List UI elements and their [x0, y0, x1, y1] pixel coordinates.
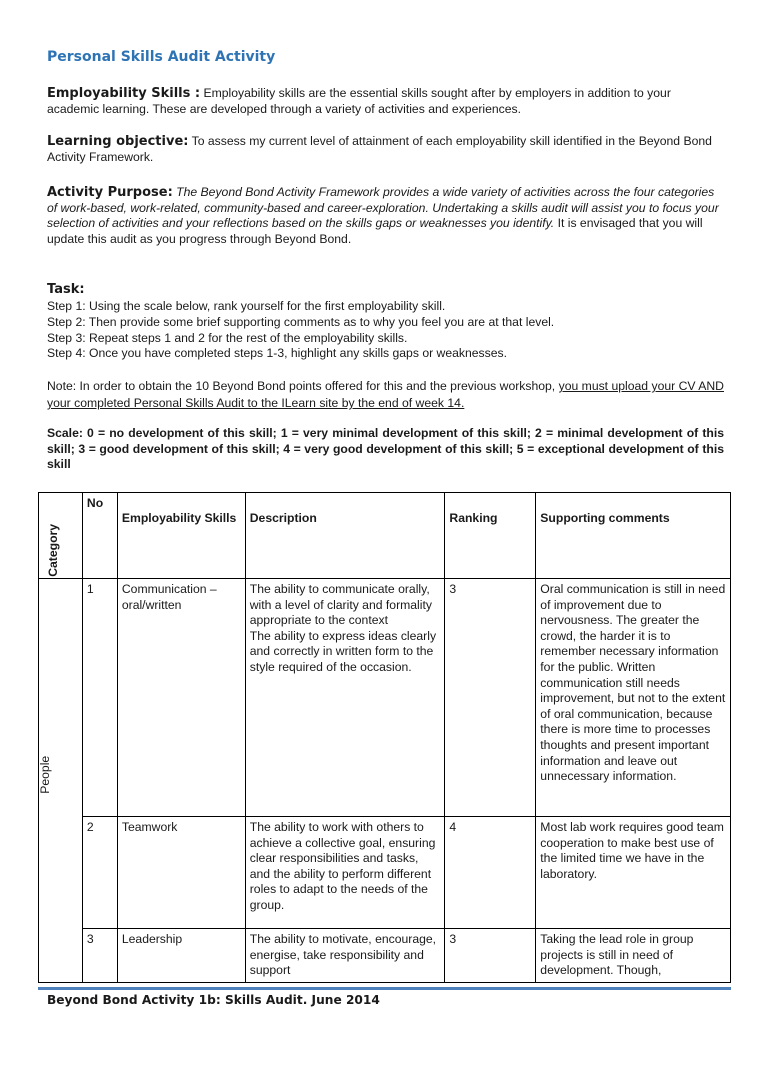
task-step: Step 1: Using the scale below, rank yourself for the first employability skill. — [47, 299, 446, 313]
row-comments: Most lab work requires good team cooperation to make best use of the limited time we have in the laboratory. — [536, 817, 731, 929]
header-skill: Employability Skills — [117, 493, 245, 579]
task-heading: Task: — [47, 282, 85, 297]
page-title: Personal Skills Audit Activity — [47, 49, 276, 65]
header-no: No — [82, 493, 117, 579]
task-step: Step 2: Then provide some brief supporting comments as to why you feel you are at that level. — [47, 314, 555, 329]
table-row — [39, 579, 731, 817]
row-skill: Leadership — [117, 929, 245, 983]
learning-objective-lead: Learning objective: — [47, 134, 189, 149]
row-comments: Taking the lead role in group projects is still in need of development. Though, — [536, 929, 731, 983]
category-cell — [39, 579, 83, 983]
employability-skills-lead: Employability Skills : — [47, 86, 201, 101]
skills-audit-table — [38, 492, 731, 983]
row-description: The ability to work with others to achieve a collective goal, ensuring clear responsibilities and tasks, and the ability to perform different roles to adapt to the needs of the group. — [245, 817, 445, 929]
row-description: The ability to motivate, encourage, energise, take responsibility and support — [245, 929, 445, 983]
scale-legend: Scale: 0 = no development of this skill; 1 = very minimal development of this skill; 2 = minimal development of this skill; 3 = good development of this skill; 4 = very good development of this skill; 5 = exceptional development of this skill — [47, 426, 724, 471]
row-skill: Teamwork — [117, 817, 245, 929]
task-step: Step 3: Repeat steps 1 and 2 for the rest of the employability skills. — [47, 330, 408, 345]
learning-objective-paragraph — [47, 134, 725, 165]
employability-skills-paragraph — [47, 86, 725, 117]
row-skill: Communication – oral/written — [117, 579, 245, 817]
note-underlined-text: you must upload your CV AND your completed Personal Skills Audit to the ILearn site by the end of week 14. — [47, 379, 724, 410]
header-category-label: Category — [46, 524, 61, 578]
learning-objective-text: To assess my current level of attainment of each employability skill identified in the Beyond Bond Activity Framework. — [47, 134, 712, 164]
row-no: 3 — [82, 929, 117, 983]
footer-text: Beyond Bond Activity 1b: Skills Audit. June 2014 — [47, 993, 380, 1007]
table-row — [39, 817, 731, 929]
header-comments: Supporting comments — [536, 493, 731, 579]
header-description: Description — [245, 493, 445, 579]
row-no: 1 — [82, 579, 117, 817]
activity-purpose-text: It is envisaged that you will update this audit as you progress through Beyond Bond. — [47, 216, 703, 246]
header-category — [39, 493, 83, 579]
activity-purpose-lead: Activity Purpose: — [47, 185, 173, 200]
task-step: Step 4: Once you have completed steps 1-3, highlight any skills gaps or weaknesses. — [47, 346, 507, 361]
category-label-people: People — [38, 755, 53, 794]
note-paragraph — [47, 378, 724, 412]
footer-rule — [38, 987, 731, 990]
note-text: Note: In order to obtain the 10 Beyond Bond points offered for this and the previous workshop, — [47, 379, 559, 393]
row-ranking: 3 — [445, 929, 536, 983]
row-comments: Oral communication is still in need of improvement due to nervousness. The greater the crowd, the harder it is to remember necessary information for the public. Written communication still needs improvement, but not to the extent of oral communication, because there is more time to processes thoughts and present important information and leave out unnecessary information. — [536, 579, 731, 817]
row-ranking: 3 — [445, 579, 536, 817]
row-ranking: 4 — [445, 817, 536, 929]
activity-purpose-paragraph — [47, 185, 725, 247]
row-no: 2 — [82, 817, 117, 929]
table-row — [39, 929, 731, 983]
table-header-row — [39, 493, 731, 579]
activity-purpose-italic: The Beyond Bond Activity Framework provides a wide variety of activities across the four categories of work-based, work-related, community-based and career-exploration. Undertaking a skills audit will assist you to focus your selection of activities and your reflections based on the skills gaps or weaknesses you identify. — [47, 185, 719, 230]
task-steps — [47, 299, 554, 362]
header-ranking: Ranking — [445, 493, 536, 579]
row-description: The ability to communicate orally, with a level of clarity and formality appropriate to the context The ability to express ideas clearly and correctly in written form to the style required of the occasion. — [245, 579, 445, 817]
employability-skills-text: Employability skills are the essential skills sought after by employers in addition to your academic learning. These are developed through a variety of activities and experiences. — [47, 86, 671, 116]
